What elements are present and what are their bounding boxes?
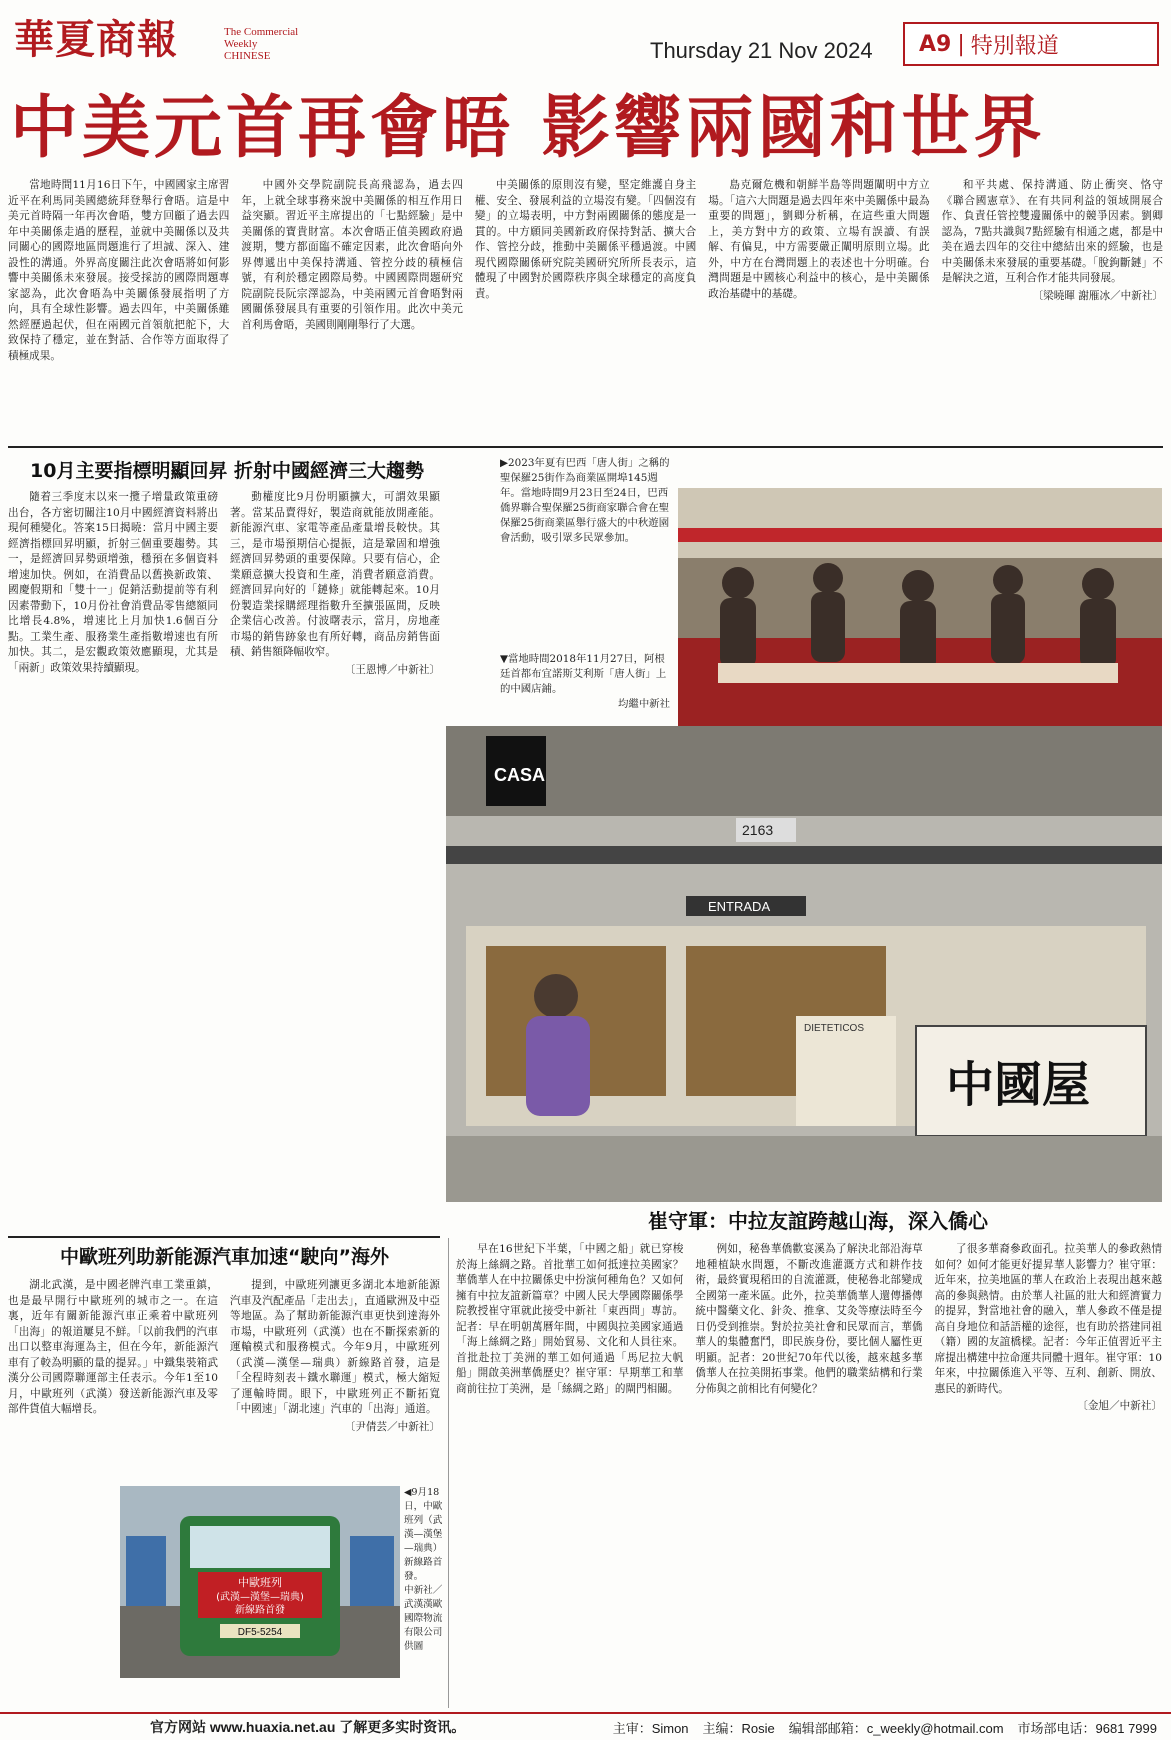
photo-a-caption xyxy=(500,456,670,646)
photo-a-caption-text: ▶2023年夏有巴西「唐人街」之稱的聖保羅25街作為商業區開埠145週年。當地時間9月23日至24日，巴西僑界聯合聖保羅25街商家聯合會在聖保羅25街商業區舉行盛大的中秋遊園會活動，吸引眾多民眾參加。 xyxy=(500,457,670,544)
footer-phone: 市场部电话：9681 7999 xyxy=(1017,1720,1157,1736)
photo-train xyxy=(120,1486,400,1678)
divider-rule-2 xyxy=(8,1236,440,1238)
article4-column-2 xyxy=(695,1242,922,1708)
train-illustration xyxy=(120,1486,400,1678)
lead-column-3 xyxy=(475,178,696,440)
section-label xyxy=(903,22,1159,66)
article3-body xyxy=(8,1278,440,1482)
lead-text-3: 中美關係的原則沒有變，堅定維護自身主權、安全、發展利益的立場沒有變。「四個沒有變」的立場表明，中方對兩國關係的態度是一貫的。中方願同美國新政府保持對話、擴大合作、管控分歧，推動中美關係平穩過渡。中國現代國際關係研究院美國研究所所長表示，這體現了中國對於國際秩序與全球穩定的高度負責。 xyxy=(474,179,697,300)
article2-byline: 〔王恩博／中新社〕 xyxy=(344,663,440,676)
article2-column-2 xyxy=(230,490,440,1210)
article3-text-1: 湖北武漢，是中國老牌汽車工業重鎮，也是最早開行中歐班列的城市之一。在這裏，近年有關新能源汽車正乘着中歐班列「出海」的報道屢見不鮮。「以前我們的汽車出口以整車海運為主，但在今年，新能源汽車有了較為明顯的量的提昇。」中鐵集裝箱武漢分公司國際聯運部主任表示。今年1至10月，中歐班列（武漢）發送新能源汽車及零部件貨值大幅增長。 xyxy=(8,1279,218,1415)
train-sign-line2: (武漢—漢堡—瑞典) xyxy=(216,1592,304,1603)
divider-rule-1 xyxy=(8,446,1163,448)
lead-article xyxy=(8,178,1163,440)
footer-email: 编辑部邮箱：c_weekly@hotmail.com xyxy=(788,1720,1004,1736)
article3-text-2: 提到，中歐班列讓更多湖北本地新能源汽車及汽配產品「走出去」，直通歐洲及中亞等地區。為了幫助新能源汽車更快到達海外市場，中歐班列（武漢）也在不斷探索新的運輸模式和服務模式。今年9月，中歐班列（武漢—漢堡—瑞典）新線路首發，這是「全程時刻表＋鐵水聯運」模式，極大縮短了運輸時間。眼下，中歐班列正不斷拓寬「中國速」「湖北速」汽車的「出海」通道。 xyxy=(230,1279,440,1415)
article4-column-3 xyxy=(935,1242,1162,1708)
article2-text-2: 動權度比9月份明顯擴大，可謂效果顯著。當某品賣得好，製造商就能放開產能。新能源汽車、家電等產品產量增長較快。其三，是市場預期信心提振，這是鞏固和增強經濟回昇勢頭的重要保障。只要有信心，企業願意擴大投資和生產，消費者願意消費。經濟回昇向好的「鏈條」就能轉起來。10月份製造業採購經理指數升至擴張區間，反映企業信心改善。付波曙表示，當月，房地產市場的銷售跡象也有所好轉，商品房銷售面積、銷售額降幅收窄。 xyxy=(230,491,440,658)
photo-b-credit: 均繼中新社 xyxy=(618,698,670,710)
footer-staff xyxy=(613,1718,1157,1737)
photo-b-caption-text: ▼當地時間2018年11月27日，阿根廷首都布宜諾斯艾利斯「唐人街」上的中國店鋪。 xyxy=(500,653,667,695)
article4-body xyxy=(456,1242,1162,1708)
photo-c-credit: 中新社／武漢漢歐國際物流有限公司供圖 xyxy=(404,1585,443,1652)
article4-text-1: 早在16世紀下半葉，「中國之船」就已穿梭於海上絲綢之路。首批華工如何抵達拉美國家？華僑華人在中拉關係史中扮演何種角色？又如何擁有中拉友誼新篇章？中國人民大學國際關係學院教授崔守軍就此接受中新社「東西問」專訪。記者：早在明朝萬曆年間，中國與拉美國家通過「海上絲綢之路」開始貿易、文化和人員往來。首批赴拉丁美洲的華工如何通過「馬尼拉大帆船」開啟美洲華僑歷史？崔守軍：早期華工和華商前往拉丁美洲，是「絲綢之路」的閘門相關。 xyxy=(456,1243,684,1395)
shop-number-text: 2163 xyxy=(742,822,774,838)
photo-chinese-shop xyxy=(446,726,1162,1202)
train-sign-line3: 新線路首發 xyxy=(235,1605,285,1616)
column-divider-vertical xyxy=(448,1238,449,1708)
shop-brand-text: CASA xyxy=(494,765,546,785)
article2-title: 10月主要指標明顯回昇 折射中國經濟三大趨勢 xyxy=(30,460,425,482)
footer-chief-editor: 主编：Rosie xyxy=(702,1720,775,1736)
section-divider: | xyxy=(957,31,965,57)
photo-c-caption-text: ◀9月18日，中歐班列（武漢—漢堡—瑞典）新線路首發。 xyxy=(404,1487,443,1582)
main-headline: 中美元首再會晤 影響兩國和世界 xyxy=(10,89,1046,168)
page-footer xyxy=(0,1712,1171,1740)
lead-column-1 xyxy=(8,178,229,440)
footer-website: 官方网站 www.huaxia.net.au 了解更多实时资讯。 xyxy=(150,1719,466,1735)
lead-column-4 xyxy=(708,178,929,440)
lead-column-5 xyxy=(942,178,1163,440)
page-number: A9 xyxy=(919,31,952,57)
photo-b-caption xyxy=(500,652,670,722)
article3-byline: 〔尹倩芸／中新社〕 xyxy=(344,1420,440,1433)
article2-body xyxy=(8,490,440,1210)
festival-scene-illustration xyxy=(678,488,1162,726)
train-number-text: DF5-5254 xyxy=(237,1627,283,1638)
article4-text-3: 了很多華裔參政面孔。拉美華人的參政熱情如何？如何才能更好提昇華人影響力？崔守軍：近年來，拉美地區的華人在政治上表現出越來越高的參與熱情。由於華人社區的壯大和經濟實力的提昇，對當地社會的融入，華人參政不僅是提高自身地位和話語權的途徑，也有助於搭建同祖（籍）國的友誼橋樑。記者：今年正值習近平主席提出構建中拉命運共同體十週年。崔守軍：10年來，中拉關係進入平等、互利、創新、開放、惠民的新時代。 xyxy=(934,1243,1162,1395)
lead-byline: 〔梁曉暉 謝雁冰／中新社〕 xyxy=(1032,289,1164,302)
logo-en-line3: CHINESE xyxy=(224,50,271,62)
article2-column-1 xyxy=(8,490,218,1210)
photo-c-caption xyxy=(404,1486,448,1682)
footer-editor: 主审：Simon xyxy=(612,1720,689,1736)
article3-title: 中歐班列助新能源汽車加速“駛向”海外 xyxy=(60,1246,389,1268)
article3-column-1 xyxy=(8,1278,218,1482)
train-sign-line1: 中歐班列 xyxy=(238,1576,282,1589)
newspaper-logo: 華夏商報 xyxy=(14,17,178,63)
article4-column-1 xyxy=(456,1242,683,1708)
shop-scene-illustration xyxy=(446,726,1162,1202)
photo-festival-crowd xyxy=(678,488,1162,726)
lead-text-5: 和平共處、保持溝通、防止衝突、恪守《聯合國憲章》、在有共同利益的領域開展合作、負責任管控雙邊關係中的競爭因素。劉卿認為，7點共識與7點經驗有相通之處，都是中美在過去四年的交往中總結出來的經驗，也是中美關係未來發展的重要基礎。「脫鉤斷鏈」不是解決之道，互利合作才能共同發展。 xyxy=(941,179,1164,284)
lead-text-1: 當地時間11月16日下午，中國國家主席習近平在利馬同美國總統拜登舉行會晤。這是中美元首時隔一年再次會晤，雙方回顧了過去四年中美關係走過的歷程，並就中美關係以及共同關心的國際地區問題進行了坦誠、深入、建設性的溝通。外界高度關注此次會晤將如何影響中美關係未來發展。接受採訪的國際問題專家認為，此次會晤為中美關係發展指明了方向，具有全球性影響。過去四年，中美關係雖然經歷過起伏，但在兩國元首領航把舵下，大致保持了穩定，並在對話、合作等方面取得了積極成果。 xyxy=(8,179,230,362)
masthead xyxy=(0,0,1171,80)
lead-column-2 xyxy=(241,178,462,440)
article3-column-2 xyxy=(230,1278,440,1482)
issue-date: Thursday 21 Nov 2024 xyxy=(650,38,873,63)
article4-title: 崔守軍：中拉友誼跨越山海，深入僑心 xyxy=(648,1209,988,1233)
article2-text-1: 隨着三季度末以來一攬子增量政策重磅出台，各方密切關注10月中國經濟資料將出現何種變化。答案15日揭曉：當月中國主要經濟指標回昇明顯，折射三個重要趨勢。其一，是經濟回昇勢頭增強，穩預在多個資料增速加快。例如，在消費品以舊換新政策、國慶假期和「雙十一」促銷活動提前等有利因素帶動下，10月份社會消費品零售總額同比增長4.8%，增速比上月加快1.6個百分點。工業生產、服務業生產指數增速也有所加快。其二，是宏觀政策效應顯現，尤其是「兩新」政策效果持續顯現。 xyxy=(8,491,218,674)
lead-text-2: 中國外交學院副院長高飛認為，過去四年，上就全球事務來說中美關係的相互作用日益突顯。習近平主席提出的「七點經驗」是中美關係的寶貴財富。本次會晤正值美國政府過渡期，雙方都面臨不確定因素，此次會晤向外界傳遞出中美保持溝通、管控分歧的積極信號，有利於穩定國際局勢。中國國際問題研究院副院長阮宗澤認為，中美兩國元首會晤對兩國關係發展具有重要的引領作用。此次中美元首利馬會晤，美國則剛剛舉行了大選。 xyxy=(241,179,463,331)
logo-en-line2: Weekly xyxy=(224,38,258,50)
chinese-shop-sign-text: 中國屋 xyxy=(946,1057,1091,1113)
section-name: 特別報道 xyxy=(970,33,1059,59)
article4-text-2: 例如，秘魯華僑歡宴溪為了解決北部沿海草地種植缺水問題，不斷改進灌溉方式和耕作技術，最終實現稻田的自流灌溉，使秘魯北部變成全國第一產米區。此外，拉美華僑華人還傳播傳統中醫藥文化、針灸、推拿、艾灸等療法時至今日仍受到推崇。對於拉美社會和民眾而言，華僑華人的集體奮鬥，即民族身份，要比個人屬性更明顯。記者：20世紀70年代以後，越來越多華僑華人在拉美開拓事業。他們的職業結構和行業分佈與之前相比有何變化？ xyxy=(695,1243,923,1395)
product-sign-text: DIETETICOS xyxy=(804,1023,865,1034)
entrance-sign-text: ENTRADA xyxy=(708,899,771,914)
logo-english xyxy=(224,26,298,62)
lead-text-4: 島克爾危機和朝鮮半島等問題闡明中方立場。「這六大問題是過去四年來中美關係中最為重要的問題」，劉卿分析稱，在這些重大問題上，美方對中方的政策、立場有誤讀、有誤解、有偏見，中方需要嚴正闡明原則立場。此外，中方在台灣問題上的表述也十分明確。台灣問題是中國核心利益中的核心，是中美關係政治基礎中的基礎。 xyxy=(708,179,930,300)
article4-byline: 〔金旭／中新社〕 xyxy=(1077,1400,1162,1412)
logo-en-line1: The Commercial xyxy=(224,26,299,38)
